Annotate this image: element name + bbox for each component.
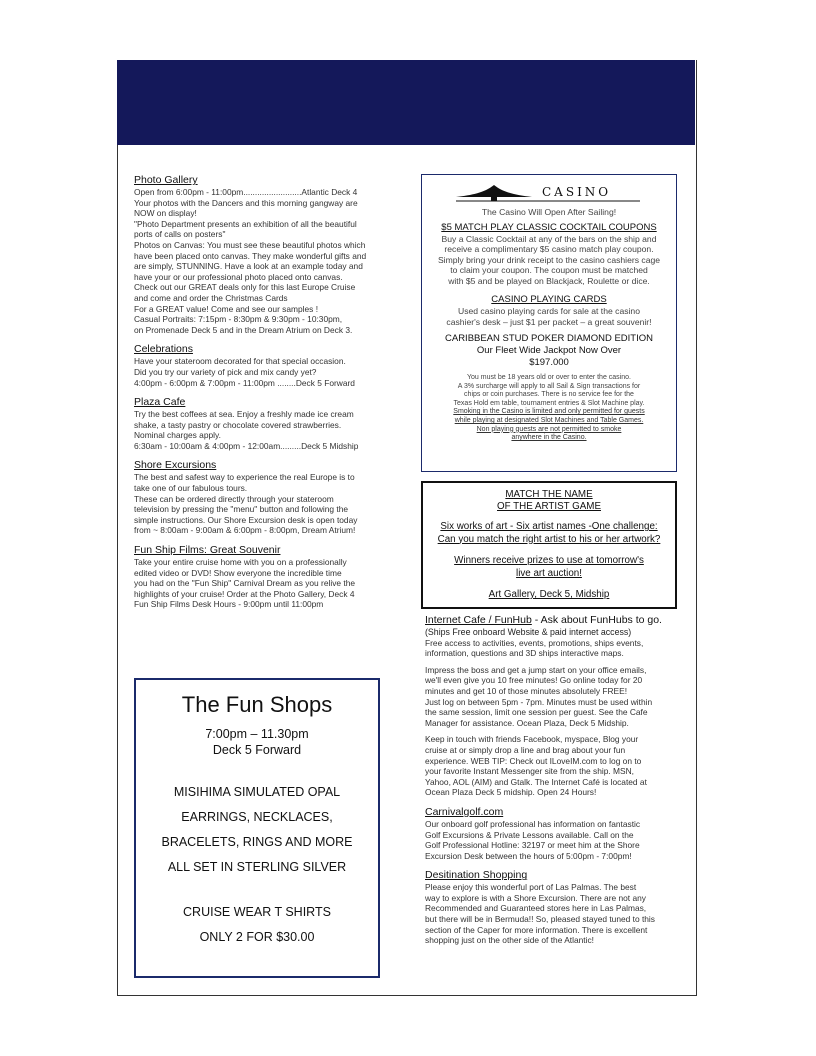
casino-opening: The Casino Will Open After Sailing! bbox=[481, 207, 617, 217]
fun-shops-title: The Fun Shops bbox=[181, 692, 333, 717]
match-name-line: Art Gallery, Deck 5, Midship bbox=[488, 589, 610, 600]
celebrations-section bbox=[134, 343, 378, 388]
casino-box bbox=[421, 174, 677, 472]
fun-shops-box bbox=[134, 678, 380, 978]
match-name-line: Six works of art - Six artist names -One challenge: Can you match the right artist to his or her artwork? bbox=[437, 521, 661, 545]
section-title: Plaza Cafe bbox=[134, 396, 186, 409]
casino-logo bbox=[454, 183, 644, 203]
casino-smoking: Smoking in the Casino is limited and only permitted for guests while playing at designated Slot Machines and Table Games. Non playing guests are not permitted to smoke anywhere in the Casino. bbox=[453, 408, 645, 442]
golf-section bbox=[425, 806, 683, 861]
header-banner bbox=[117, 60, 695, 145]
section-body: Please enjoy this wonderful port of Las Palmas. The best way to explore is with a Shore Excursion. There are not any Recommended and Guaranteed stores here in Las Palmas, but there will be in Bermuda!! So, pleased stayed tuned to this section of the Caper for more information. There is excellent shopping just on the other side of the Atlantic! bbox=[425, 882, 655, 946]
section-title: Fun Ship Films: Great Souvenir bbox=[134, 544, 281, 557]
match-name-title: MATCH THE NAME OF THE ARTIST GAME bbox=[497, 489, 601, 512]
section-body: Try the best coffees at sea. Enjoy a freshly made ice cream shake, a tasty pastry or chocolate covered strawberries. Nominal charges apply. 6:30am - 10:00am & 4:00pm - 12:00am.........Deck 5 Midship bbox=[134, 409, 359, 451]
casino-match-body: Buy a Classic Cocktail at any of the bars on the ship and receive a complimentary $5 casino match play coupon. Simply bring your drink receipt to the casino cashiers cage to claim your coupon. The coupon must be matched with $5 and be played on Blackjack, Roulette or dice. bbox=[437, 233, 661, 286]
match-name-line: Winners receive prizes to use at tomorrow's live art auction! bbox=[454, 555, 644, 579]
internet-section bbox=[425, 614, 683, 798]
photo-gallery-section bbox=[134, 174, 378, 335]
section-title: Celebrations bbox=[134, 343, 193, 356]
casino-cards-body: Used casino playing cards for sale at the casino cashier's desk – just $1 per packet – a great souvenir! bbox=[446, 306, 652, 327]
fun-shops-time: 7:00pm – 11.30pm Deck 5 Forward bbox=[205, 727, 309, 757]
casino-logo-text: CASINO bbox=[542, 185, 612, 199]
casino-cards-title: CASINO PLAYING CARDS bbox=[491, 294, 607, 305]
fun-ship-films-section bbox=[134, 544, 378, 610]
shore-excursions-section bbox=[134, 459, 378, 536]
internet-title: Internet Cafe / FunHub bbox=[425, 614, 532, 626]
section-body: Take your entire cruise home with you on a professionally edited video or DVD! Show everyone the incredible time you had on the "Fun Ship" Carnival Dream as you relive the highlights of your cruise! Order at the Photo Gallery, Deck 4 Fun Ship Films Desk Hours - 9:00pm until 11:00pm bbox=[134, 557, 356, 610]
plaza-cafe-section bbox=[134, 396, 378, 451]
casino-match-title: $5 MATCH PLAY CLASSIC COCKTAIL COUPONS bbox=[441, 221, 657, 233]
internet-title-suffix: - Ask about FunHubs to go. bbox=[531, 614, 662, 626]
right-lower-column bbox=[425, 614, 683, 946]
match-name-box bbox=[421, 481, 677, 609]
section-title: Desitination Shopping bbox=[425, 869, 528, 882]
casino-stud-title: CARIBBEAN STUD POKER DIAMOND EDITION Our Fleet Wide Jackpot Now Over $197.000 bbox=[445, 333, 653, 368]
section-body: Open from 6:00pm - 11:00pm.........................Atlantic Deck 4 Your photos with the Dancers and this morning gangway are NOW on display! "Photo Department presents an exhibition of all the beautiful ports of calls on posters" Photos on Canvas: You must see these beautiful photos which have been placed onto canvas. They make wonderful gifts and are simply, STUNNING. Have a look at an example today and have your or our professional photo placed onto canvas. Check out our GREAT deals only for this last Europe Cruise and come and order the Christmas Cards For a GREAT value! Come and see our samples ! Casual Portraits: 7:15pm - 8:30pm & 9:30pm - 10:30pm, on Promenade Deck 5 and in the Dream Atrium on Deck 3. bbox=[134, 187, 367, 335]
left-column bbox=[134, 174, 378, 610]
section-body: Keep in touch with friends Facebook, myspace, Blog your cruise at or simply drop a line and brag about your fun experience. WEB TIP: Check out ILoveIM.com to log on to your favorite Instant Messenger site from the ship. MSN, Yahoo, AOL (AIM) and Gtalk. The Internet Café is located at Ocean Plaza Deck 5 midship. Open 24 Hours! bbox=[425, 734, 647, 798]
fun-shops-tees: CRUISE WEAR T SHIRTS ONLY 2 FOR $30.00 bbox=[183, 905, 331, 944]
section-body: Free access to activities, events, promotions, ships events, information, questions and 3D ships interactive maps. bbox=[425, 637, 644, 659]
casino-rules: You must be 18 years old or over to enter the casino. A 3% surcharge will apply to all Sail & Sign transactions for chips or coin purchases. There is no service fee for the Texas Hold em table, tournament entries & Slot Machine play. bbox=[453, 374, 645, 407]
section-body: Our onboard golf professional has information on fantastic Golf Excursions & Private Lessons available. Call on the Golf Professional Hotline: 32197 or meet him at the Shore Excursion Desk between the hours of 5:00pm - 7:00pm! bbox=[425, 818, 641, 861]
section-title: Shore Excursions bbox=[134, 459, 217, 472]
section-title bbox=[425, 614, 683, 627]
section-body: The best and safest way to experience the real Europe is to take one of our fabulous tours. These can be ordered directly through your stateroom television by pressing the "menu" button and following the simple instructions. Our Shore Excursion desk is open today from ~ 8:00am - 9:00am & 6:00pm - 8:00pm, Dream Atrium! bbox=[134, 472, 358, 536]
section-title: Carnivalgolf.com bbox=[425, 805, 504, 818]
section-title: Photo Gallery bbox=[134, 174, 198, 186]
destination-section bbox=[425, 869, 683, 946]
section-body: Impress the boss and get a jump start on your office emails, we'll even give you 10 free minutes! Go online today for 20 minutes and get 10 of those minutes absolutely FREE! Just log on between 5pm - 7pm. Minutes must be used within the same session, limit one session per guest. See the Cafe Manager for assistance. Ocean Plaza, Deck 5 Midship. bbox=[425, 664, 653, 728]
section-body: Have your stateroom decorated for that special occasion. Did you try our variety of pick and mix candy yet? 4:00pm - 6:00pm & 7:00pm - 11:00pm ........Deck 5 Forward bbox=[134, 356, 355, 388]
fun-shops-items: MISIHIMA SIMULATED OPAL EARRINGS, NECKLACES, BRACELETS, RINGS AND MORE ALL SET IN STERLING SILVER bbox=[161, 785, 353, 874]
internet-subtitle: (Ships Free onboard Website & paid internet access) bbox=[425, 627, 632, 637]
